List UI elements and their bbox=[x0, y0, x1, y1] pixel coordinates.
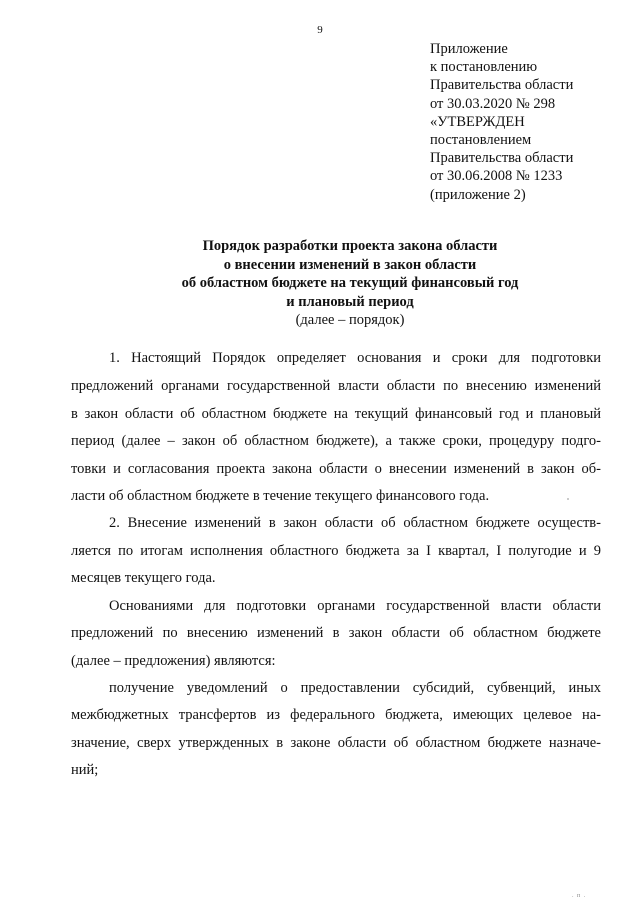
appendix-line: «УТВЕРЖДЕН bbox=[430, 113, 525, 130]
scan-speck bbox=[567, 498, 569, 500]
appendix-line: постановлением bbox=[430, 132, 532, 149]
paragraph-3-line: Основаниями для подготовки органами государственной власти области bbox=[109, 598, 601, 614]
appendix-line: Приложение bbox=[430, 41, 508, 57]
scan-mark: . п . bbox=[572, 893, 587, 899]
title-line: об областном бюджете на текущий финансовый год bbox=[181, 275, 519, 292]
appendix-line: Правительства области bbox=[430, 77, 574, 94]
paragraph-3-line: (далее – предложения) являются: bbox=[71, 653, 276, 669]
appendix-line: от 30.06.2008 № 1233 bbox=[430, 168, 563, 185]
appendix-line: от 30.03.2020 № 298 bbox=[430, 95, 556, 112]
paragraph-4-line: межбюджетных трансфертов из федерального бюджета, имеющих целевое на- bbox=[71, 707, 601, 723]
paragraph-4-line: значение, сверх утвержденных в законе области об областном бюджете назначе- bbox=[71, 735, 601, 751]
paragraph-2-line: ляется по итогам исполнения областного бюджета за I квартал, I полугодие и 9 bbox=[71, 543, 601, 559]
paragraph-2-line: месяцев текущего года. bbox=[71, 570, 216, 586]
appendix-line: Правительства области bbox=[430, 150, 574, 167]
appendix-line: к постановлению bbox=[430, 59, 538, 76]
appendix-line: (приложение 2) bbox=[430, 186, 526, 203]
title-note: (далее – порядок) bbox=[295, 312, 405, 329]
paragraph-1-line: период (далее – закон об областном бюджете), а также сроки, процедуру подго- bbox=[71, 433, 601, 449]
page-number: 9 bbox=[317, 24, 323, 36]
paragraph-1-line: ласти об областном бюджете в течение текущего финансового года. bbox=[71, 488, 490, 504]
paragraph-1-line: предложений органами государственной власти области по внесению изменений bbox=[71, 378, 601, 394]
paragraph-3-line: предложений по внесению изменений в закон области об областном бюджете bbox=[71, 625, 601, 641]
paragraph-2-line: 2. Внесение изменений в закон области об областном бюджете осуществ- bbox=[109, 515, 601, 531]
title-line: и плановый период bbox=[286, 293, 414, 310]
paragraph-4-line: ний; bbox=[71, 762, 99, 778]
paragraph-1-line: в закон области об областном бюджете на текущий финансовый год и плановый bbox=[71, 406, 601, 422]
title-line: о внесении изменений в закон области bbox=[223, 256, 477, 273]
paragraph-1-line: товки и согласования проекта закона области о внесении изменений в закон об- bbox=[71, 461, 601, 477]
paragraph-1-line: 1. Настоящий Порядок определяет основания и сроки для подготовки bbox=[109, 350, 601, 366]
paragraph-4-line: получение уведомлений о предоставлении субсидий, субвенций, иных bbox=[109, 680, 601, 696]
title-line: Порядок разработки проекта закона области bbox=[202, 238, 498, 254]
